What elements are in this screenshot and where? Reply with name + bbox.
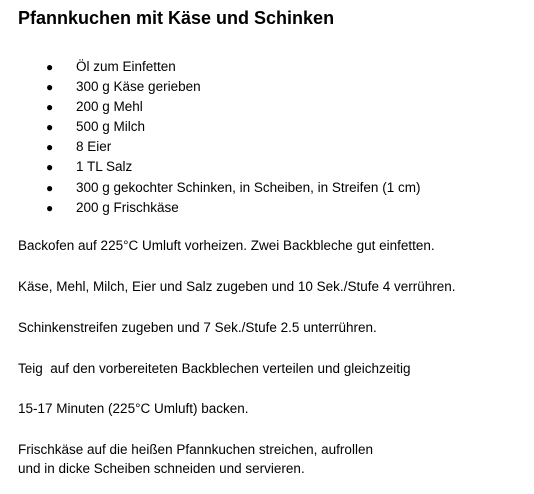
bullet-icon: ● (46, 120, 54, 135)
bullet-icon: ● (46, 100, 54, 115)
bullet-icon: ● (46, 180, 54, 195)
ingredient-text: 500 g Milch (76, 119, 146, 135)
instruction-step-serve (18, 440, 373, 478)
instruction-step-spread: Teig auf den vorbereiteten Backblechen verteilen und gleichzeitig (18, 361, 411, 376)
instruction-step-preheat: Backofen auf 225°C Umluft vorheizen. Zwei Backbleche gut einfetten. (18, 238, 435, 253)
ingredient-text: 1 TL Salz (76, 159, 133, 175)
bullet-icon: ● (46, 60, 54, 74)
ingredient-text: 8 Eier (76, 139, 112, 155)
recipe-title: Pfannkuchen mit Käse und Schinken (18, 8, 335, 28)
instruction-step-mix: Käse, Mehl, Milch, Eier und Salz zugeben und 10 Sek./Stufe 4 verrühren. (18, 279, 456, 294)
bullet-icon: ● (46, 80, 54, 95)
ingredient-text: 200 g Frischkäse (76, 199, 179, 215)
instruction-line: Frischkäse auf die heißen Pfannkuchen streichen, aufrollen (18, 442, 373, 457)
ingredient-text: 200 g Mehl (76, 99, 143, 115)
instruction-step-bake: 15-17 Minuten (225°C Umluft) backen. (18, 401, 249, 416)
instruction-line: und in dicke Scheiben schneiden und servieren. (18, 461, 305, 476)
bullet-icon: ● (46, 140, 54, 155)
bullet-icon: ● (46, 200, 54, 215)
ingredient-text: Öl zum Einfetten (76, 59, 176, 74)
instruction-step-ham: Schinkenstreifen zugeben und 7 Sek./Stufe 2.5 unterrühren. (18, 320, 377, 335)
ingredient-text: 300 g Käse gerieben (76, 79, 201, 95)
ingredient-text: 300 g gekochter Schinken, in Scheiben, in Streifen (1 cm) (76, 179, 421, 195)
bullet-icon: ● (46, 160, 54, 175)
